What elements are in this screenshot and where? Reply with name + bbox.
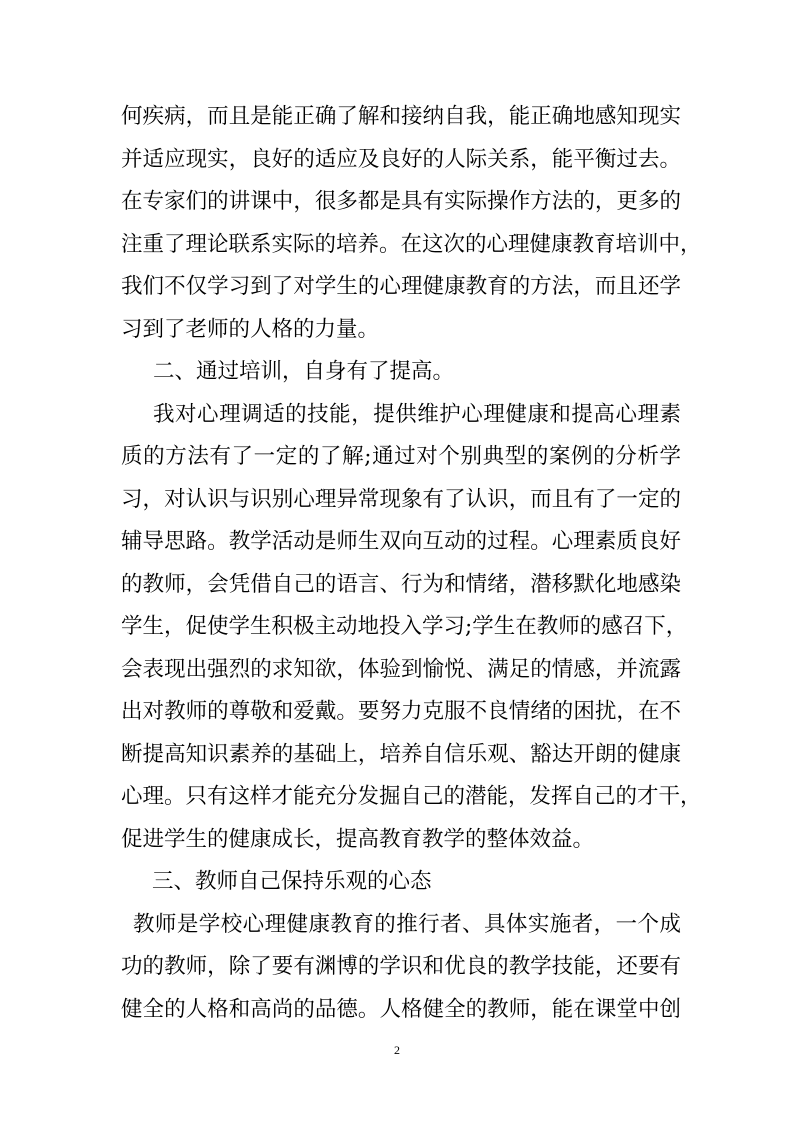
text-line: 辅导思路。教学活动是师生双向互动的过程。心理素质良好 xyxy=(121,529,681,554)
body-text xyxy=(121,96,702,1031)
text-line: 断提高知识素养的基础上，培养自信乐观、豁达开朗的健康 xyxy=(121,741,681,767)
text-line: 并适应现实，良好的适应及良好的人际关系，能平衡过去。 xyxy=(121,146,681,172)
text-line: 会表现出强烈的求知欲，体验到愉悦、满足的情感，并流露 xyxy=(121,656,681,682)
text-line: 何疾病，而且是能正确了解和接纳自我，能正确地感知现实 xyxy=(121,104,681,129)
text-line: 注重了理论联系实际的培养。在这次的心理健康教育培训中， xyxy=(121,231,702,257)
text-line: 在专家们的讲课中，很多都是具有实际操作方法的，更多的 xyxy=(121,189,681,214)
text-line: 出对教师的尊敬和爱戴。要努力克服不良情绪的困扰，在不 xyxy=(121,699,681,724)
text-line: 促进学生的健康成长，提高教育教学的整体效益。 xyxy=(121,826,595,852)
text-line: 心理。只有这样才能充分发掘自己的潜能，发挥自己的才干， xyxy=(121,784,702,809)
section-heading: 二、通过培训，自身有了提高。 xyxy=(153,359,455,384)
text-line: 学生，促使学生积极主动地投入学习;学生在教师的感召下， xyxy=(121,614,688,639)
text-line: 我们不仅学习到了对学生的心理健康教育的方法，而且还学 xyxy=(121,274,681,299)
text-line: 习，对认识与识别心理异常现象有了认识，而且有了一定的 xyxy=(121,486,681,512)
text-line: 我对心理调适的技能，提供维护心理健康和提高心理素 xyxy=(153,401,681,427)
text-line: 的教师，会凭借自己的语言、行为和情绪，潜移默化地感染 xyxy=(121,571,681,597)
text-line: 健全的人格和高尚的品德。人格健全的教师，能在课堂中创 xyxy=(121,996,681,1022)
text-line: 教师是学校心理健康教育的推行者、具体实施者，一个成 xyxy=(133,911,681,937)
section-heading: 三、教师自己保持乐观的心态 xyxy=(152,869,432,894)
text-line: 习到了老师的人格的力量。 xyxy=(121,316,380,342)
page-number: 2 xyxy=(394,1043,400,1057)
text-line: 功的教师，除了要有渊博的学识和优良的教学技能，还要有 xyxy=(121,954,681,979)
text-line: 质的方法有了一定的了解;通过对个别典型的案例的分析学 xyxy=(121,444,681,469)
